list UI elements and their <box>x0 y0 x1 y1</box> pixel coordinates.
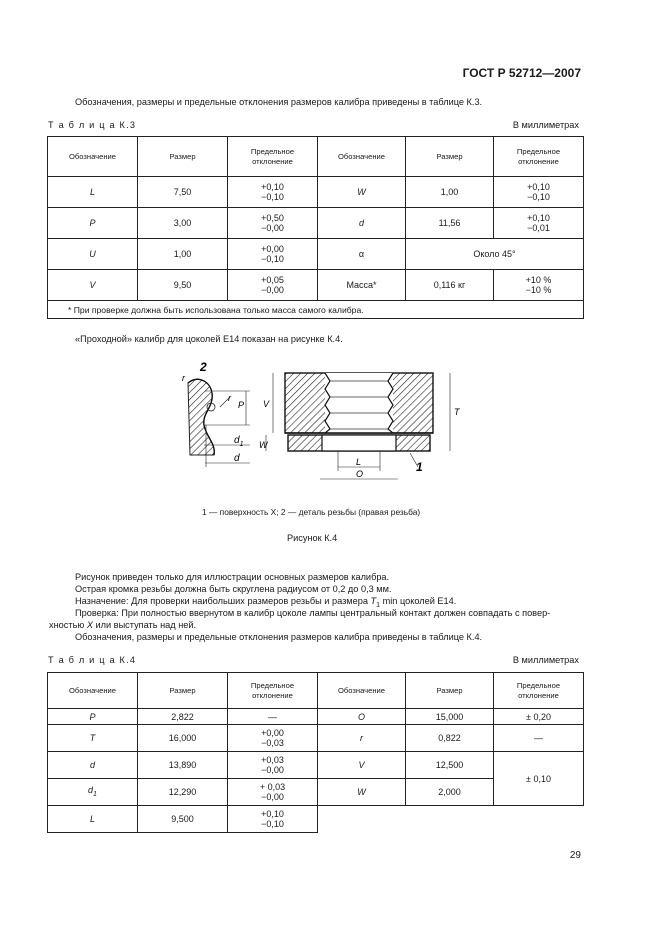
figure-legend: 1 — поверхность X; 2 — деталь резьбы (правая резьба) <box>202 507 421 517</box>
size-cell: 15,000 <box>406 709 494 725</box>
figure-label-w: W <box>259 440 268 450</box>
designation-cell: d <box>48 752 138 779</box>
table-k4-caption: Т а б л и ц а К.4 <box>48 655 137 665</box>
table-k3-caption: Т а б л и ц а К.3 <box>48 120 137 130</box>
thread-detail <box>188 379 250 467</box>
tolerance-cell: ± 0,20 <box>494 709 584 725</box>
tolerance-upper: +0,05 <box>261 275 284 285</box>
designation-cell: d <box>318 208 406 239</box>
figure-label-d1 <box>234 435 244 448</box>
tolerance-upper: +0,10 <box>261 809 284 819</box>
header-size: Размер <box>406 673 494 709</box>
size-cell: 16,000 <box>138 725 228 752</box>
table-k3 <box>47 136 584 319</box>
header-tolerance: Предельное отклонение <box>494 673 584 709</box>
purpose-t-sub: 1 <box>376 601 381 609</box>
tolerance-upper: +0,00 <box>261 244 284 254</box>
tolerance-upper: +0,10 <box>261 182 284 192</box>
tolerance-lower: −0,10 <box>261 254 284 264</box>
table-row <box>48 208 584 239</box>
figure-label-p: P <box>238 400 245 410</box>
size-cell: 2,822 <box>138 709 228 725</box>
tolerance-lower: −0,03 <box>261 738 284 748</box>
designation-cell: α <box>318 239 406 270</box>
header-size: Размер <box>406 137 494 177</box>
tolerance-upper: +0,10 <box>527 182 550 192</box>
tolerance-upper: +0,50 <box>261 213 284 223</box>
figure-caption: Рисунок К.4 <box>287 533 338 543</box>
tolerance-cell <box>228 752 318 779</box>
tolerance-cell: — <box>228 709 318 725</box>
tolerance-upper: +0,00 <box>261 728 284 738</box>
tolerance-upper: + 0,03 <box>259 782 286 792</box>
designation-cell: P <box>48 208 138 239</box>
header-designation: Обозначение <box>48 673 138 709</box>
size-cell: 1,00 <box>406 177 494 208</box>
designation-cell: r <box>318 725 406 752</box>
table-row <box>48 752 584 779</box>
size-cell: 2,000 <box>406 779 494 806</box>
tolerance-cell <box>228 806 318 833</box>
d1-sub: 1 <box>239 441 244 448</box>
intro-table-k3: Обозначения, размеры и предельные отклонения размеров калибра приведены в таблице К.3. <box>75 97 483 107</box>
empty-cell <box>318 806 584 833</box>
tolerance-lower: −0,10 <box>261 819 284 829</box>
designation-cell: P <box>48 709 138 725</box>
figure-label-1: 1 <box>416 460 423 474</box>
figure-label-o: O <box>356 469 364 479</box>
figure-label-2: 2 <box>200 360 207 374</box>
header-tolerance: Предельное отклонение <box>228 137 318 177</box>
figure-label-l: L <box>356 457 362 467</box>
size-cell: 11,56 <box>406 208 494 239</box>
check-x-symbol: X <box>86 620 93 630</box>
figure-label-d: d <box>234 453 240 464</box>
tolerance-lower: −0,10 <box>527 192 550 202</box>
size-cell: 0,116 кг <box>406 270 494 301</box>
size-cell: 9,500 <box>138 806 228 833</box>
header-designation: Обозначение <box>318 673 406 709</box>
purpose-t-symbol: T <box>370 596 377 606</box>
check-text-end: или выступать над ней. <box>92 620 197 630</box>
designation-cell: W <box>318 779 406 806</box>
tolerance-upper: +0,10 <box>527 213 550 223</box>
tolerance-lower: −0,10 <box>261 192 284 202</box>
size-cell: 13,890 <box>138 752 228 779</box>
purpose-text-end: min цоколей E14. <box>380 596 457 606</box>
tolerance-cell <box>228 239 318 270</box>
size-cell: Около 45° <box>406 239 584 270</box>
tolerance-cell <box>494 208 584 239</box>
check-text: хностью <box>49 620 87 630</box>
table-row <box>48 239 584 270</box>
designation-cell: V <box>48 270 138 301</box>
table-row <box>48 177 584 208</box>
designation-cell: V <box>318 752 406 779</box>
header-size: Размер <box>138 137 228 177</box>
note-check-cont <box>49 619 196 631</box>
table-k4-units: В миллиметрах <box>512 655 579 665</box>
table-k3-header-row <box>48 137 584 177</box>
tolerance-cell <box>228 177 318 208</box>
figure-label-t: T <box>454 407 460 417</box>
tolerance-upper: +10 % <box>525 275 552 285</box>
size-cell: 3,00 <box>138 208 228 239</box>
size-cell: 0,822 <box>406 725 494 752</box>
header-tolerance: Предельное отклонение <box>228 673 318 709</box>
tolerance-cell <box>228 725 318 752</box>
tolerance-cell <box>228 779 318 806</box>
tolerance-upper: +0,03 <box>261 755 284 765</box>
tolerance-lower: −0,00 <box>261 792 284 802</box>
tolerance-cell <box>494 177 584 208</box>
tolerance-lower: −0,00 <box>261 765 284 775</box>
table-k3-units: В миллиметрах <box>512 120 579 130</box>
table-k4 <box>47 672 584 833</box>
purpose-text: Назначение: Для проверки наибольших размеров резьбы и размера <box>75 596 371 606</box>
designation-cell: O <box>318 709 406 725</box>
tolerance-cell <box>494 270 584 301</box>
size-cell: 12,290 <box>138 779 228 806</box>
tolerance-lower: −0,00 <box>261 285 284 295</box>
header-designation: Обозначение <box>318 137 406 177</box>
designation-main: d <box>88 784 94 795</box>
figure-label-r2: r <box>228 393 231 403</box>
table-k4-header-row <box>48 673 584 709</box>
size-cell: 12,500 <box>406 752 494 779</box>
table-row <box>48 725 584 752</box>
designation-cell <box>48 779 138 806</box>
tolerance-lower: −10 % <box>525 285 552 295</box>
table-k3-footnote: * При проверке должна быть использована только масса самого калибра. <box>48 301 584 319</box>
note-check: Проверка: При полностью ввернутом в калибр цоколе лампы центральный контакт должен совпадать с повер- <box>75 608 551 618</box>
header-designation: Обозначение <box>48 137 138 177</box>
note-sharp-edge: Острая кромка резьбы должна быть скруглена радиусом от 0,2 до 0,3 мм. <box>75 584 392 594</box>
table-row <box>48 270 584 301</box>
tolerance-lower: −0,01 <box>527 223 550 233</box>
tolerance-lower: −0,00 <box>261 223 284 233</box>
tolerance-cell: ± 0,10 <box>494 752 584 806</box>
gauge-drawing <box>170 355 480 485</box>
document-standard-number: ГОСТ Р 52712—2007 <box>462 66 581 80</box>
designation-cell: L <box>48 177 138 208</box>
figure-intro: «Проходной» калибр для цоколей E14 показан на рисунке К.4. <box>75 334 343 344</box>
table-row <box>48 806 584 833</box>
figure-label-r: r <box>182 373 185 383</box>
d1-main: d <box>234 435 240 446</box>
intro-table-k4: Обозначения, размеры и предельные отклонения размеров калибра приведены в таблице К.4. <box>75 632 483 642</box>
designation-sub: 1 <box>93 790 97 798</box>
designation-cell: L <box>48 806 138 833</box>
figure-label-v: V <box>263 399 270 409</box>
table-row <box>48 709 584 725</box>
header-size: Размер <box>138 673 228 709</box>
page-number: 29 <box>569 850 581 861</box>
tolerance-cell: — <box>494 725 584 752</box>
designation-cell: T <box>48 725 138 752</box>
tolerance-cell <box>228 270 318 301</box>
designation-cell: U <box>48 239 138 270</box>
note-illustration: Рисунок приведен только для иллюстрации основных размеров калибра. <box>75 572 390 582</box>
designation-cell: W <box>318 177 406 208</box>
size-cell: 7,50 <box>138 177 228 208</box>
header-tolerance: Предельное отклонение <box>494 137 584 177</box>
size-cell: 9,50 <box>138 270 228 301</box>
size-cell: 1,00 <box>138 239 228 270</box>
designation-cell: Масса* <box>318 270 406 301</box>
tolerance-cell <box>228 208 318 239</box>
table-footnote-row <box>48 301 584 319</box>
